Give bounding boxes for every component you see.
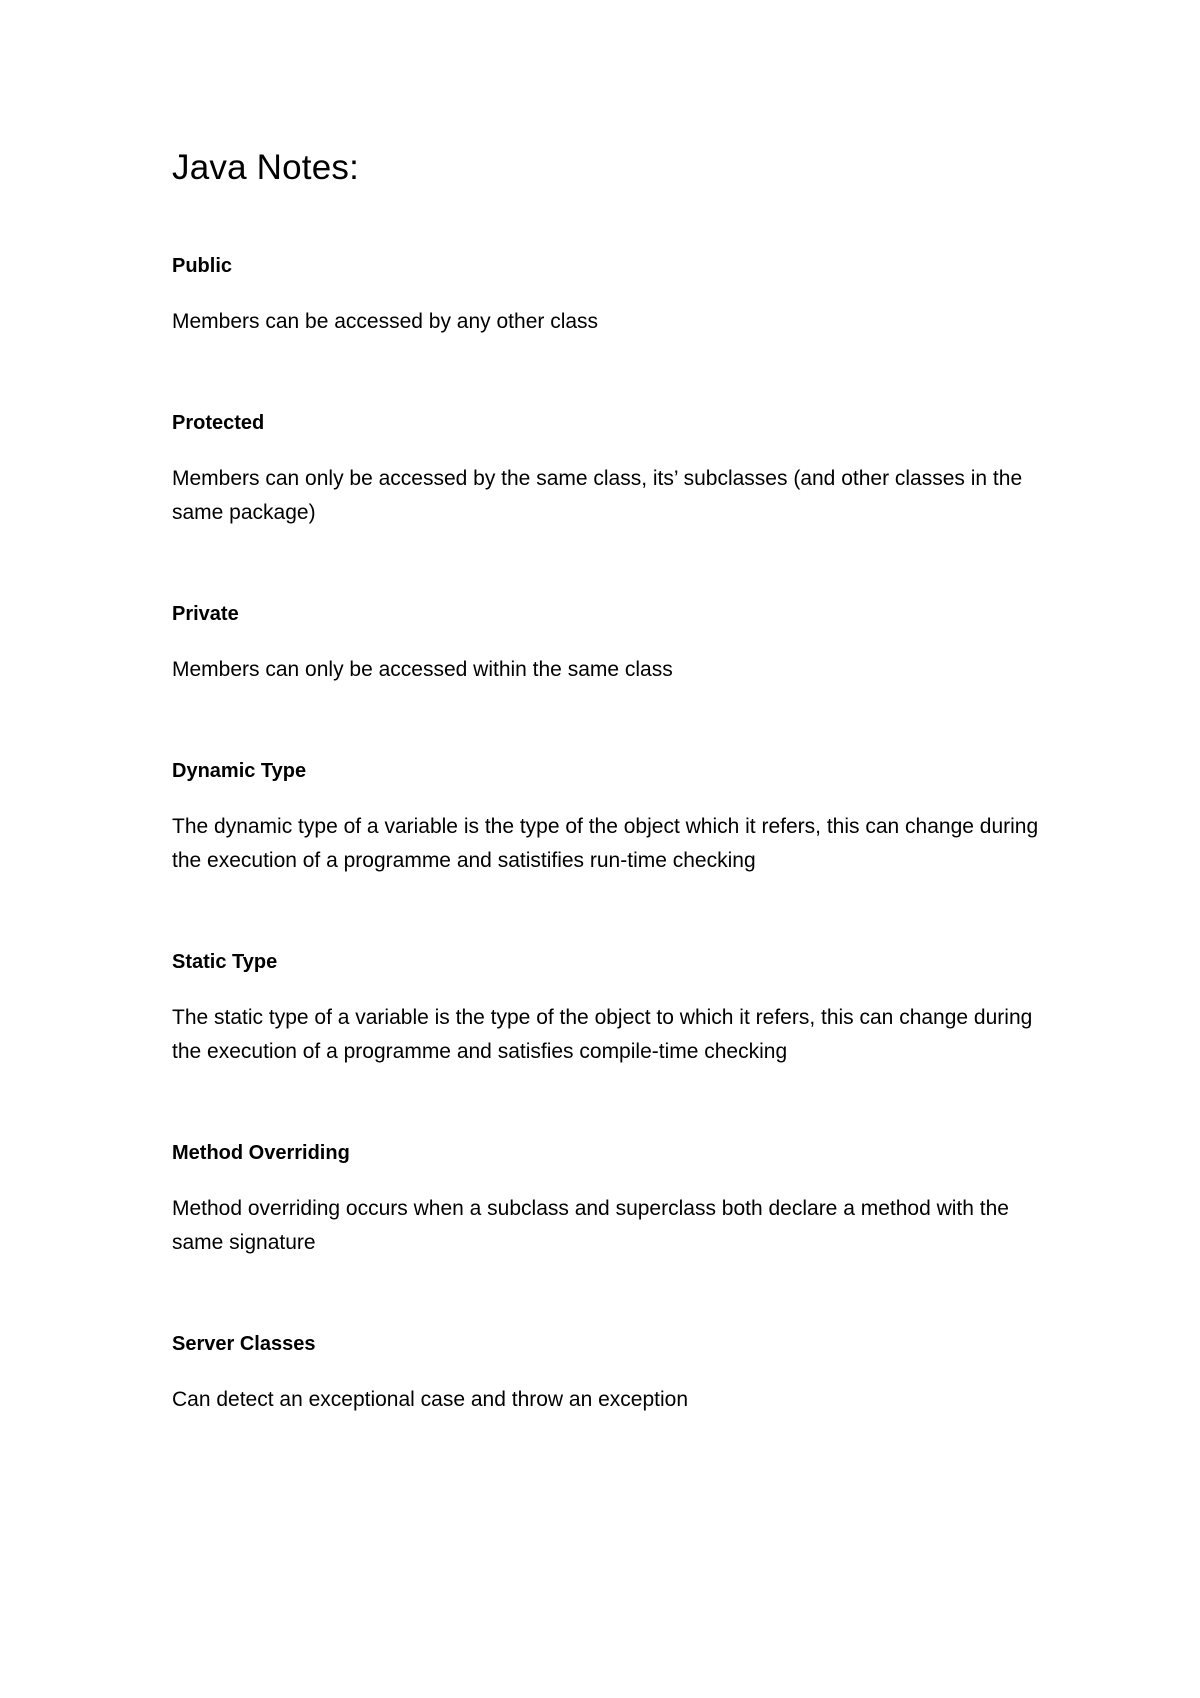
section-body: The dynamic type of a variable is the type of the object which it refers, this can change during the execution of a programme and satistifies run-time checking: [172, 815, 1039, 872]
section-static-type: [172, 948, 1042, 1069]
section-body: Method overriding occurs when a subclass and superclass both declare a method with the same signature: [172, 1197, 1009, 1254]
section-heading: Protected: [172, 412, 265, 434]
section-heading: Dynamic Type: [172, 760, 307, 782]
section-server-classes: [172, 1330, 1042, 1417]
section-heading: Static Type: [172, 951, 278, 973]
section-dynamic-type: [172, 757, 1042, 878]
section-body: The static type of a variable is the type of the object to which it refers, this can change during the execution of a programme and satisfies compile-time checking: [172, 1006, 1033, 1063]
document-title: Java Notes:: [172, 148, 360, 187]
section-body: Members can be accessed by any other class: [172, 310, 599, 333]
section-private: [172, 600, 1042, 687]
section-heading: Method Overriding: [172, 1142, 350, 1164]
document-content: [172, 146, 1042, 1487]
section-heading: Public: [172, 255, 233, 277]
section-body: Can detect an exceptional case and throw an exception: [172, 1388, 689, 1411]
section-method-overriding: [172, 1139, 1042, 1260]
section-heading: Private: [172, 603, 239, 625]
section-public: [172, 252, 1042, 339]
section-protected: [172, 409, 1042, 530]
section-heading: Server Classes: [172, 1333, 316, 1355]
section-body: Members can only be accessed within the same class: [172, 658, 673, 681]
section-body: Members can only be accessed by the same class, its’ subclasses (and other classes in the same package): [172, 467, 1023, 524]
